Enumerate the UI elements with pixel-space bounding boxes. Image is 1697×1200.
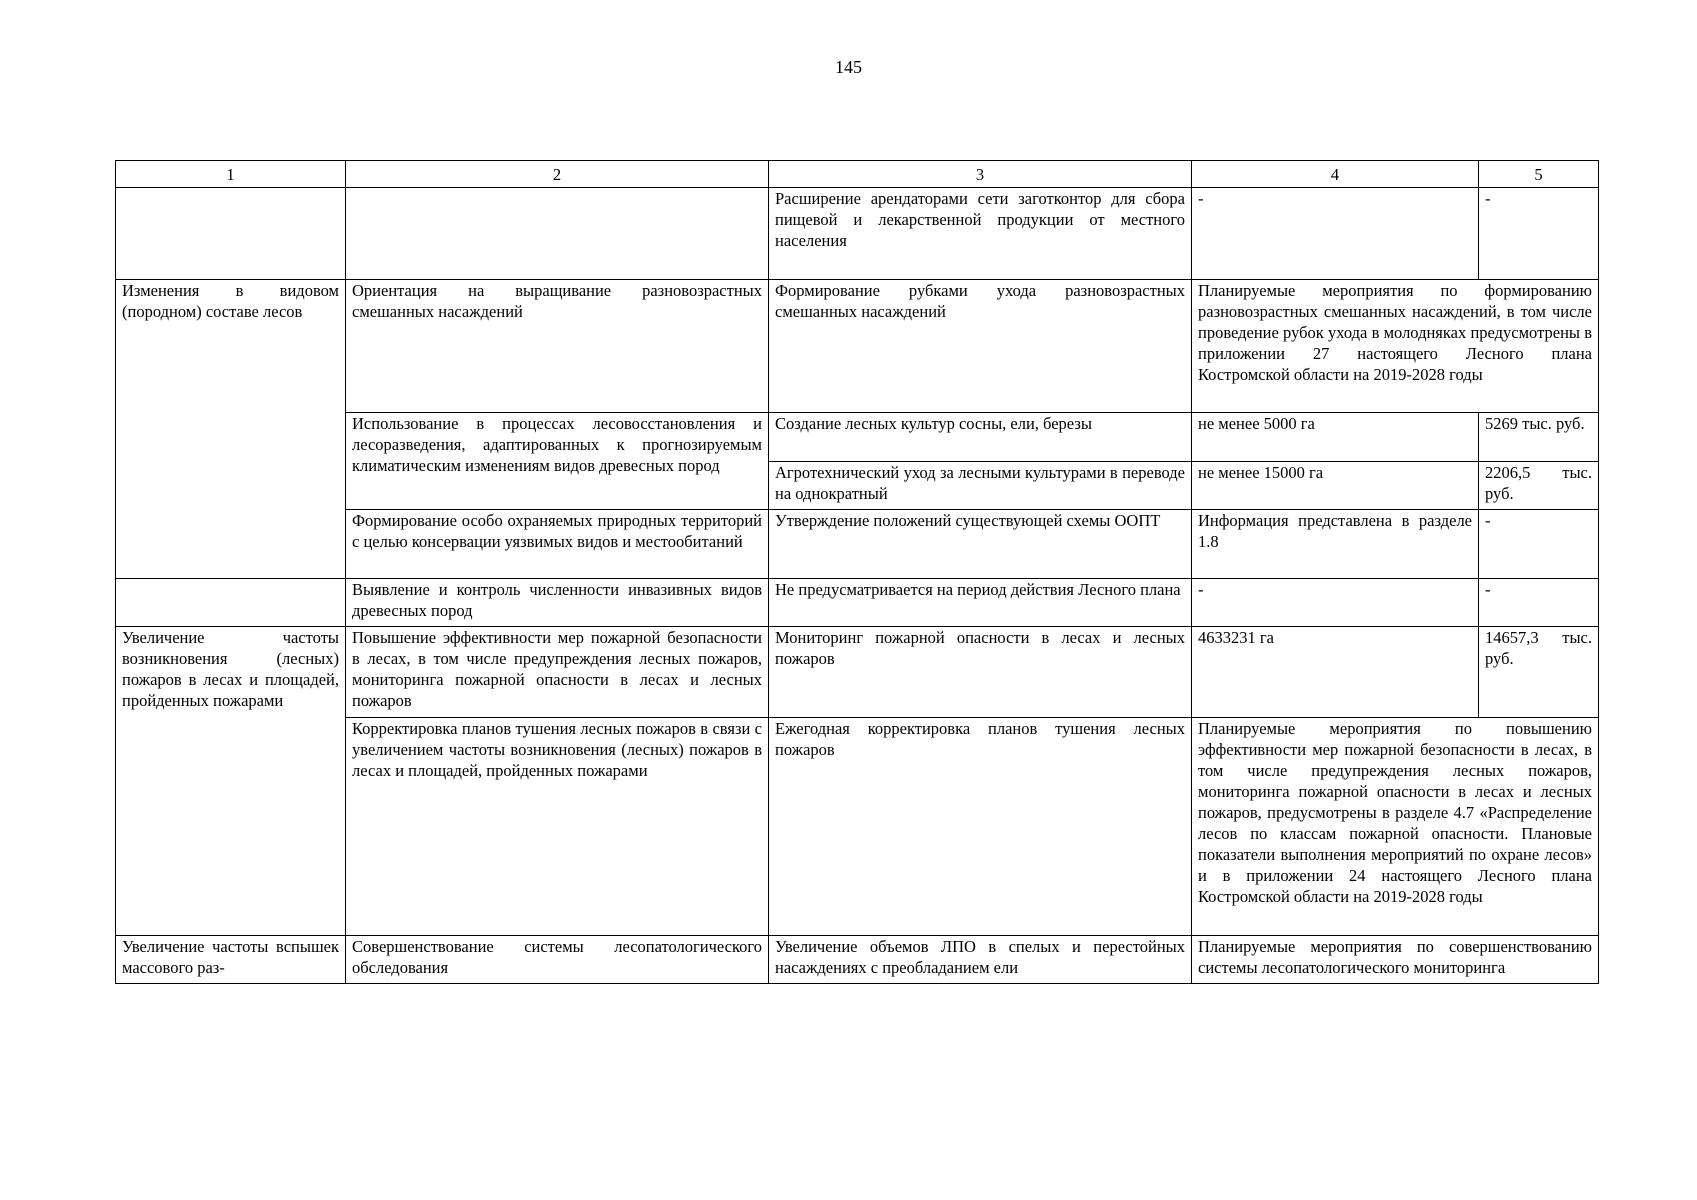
cell: Расширение арендаторами сети заготконтор для сбора пищевой и лекарственной продукции от местного населения bbox=[769, 188, 1192, 280]
cell: Формирование особо охраняемых природных территорий с целью консервации уязвимых видов и местообитаний bbox=[346, 510, 769, 579]
cell: Не предусматривается на период действия Лесного плана bbox=[769, 579, 1192, 627]
header-col-1: 1 bbox=[116, 161, 346, 188]
cell: 2206,5 тыс. руб. bbox=[1479, 462, 1599, 510]
table-row bbox=[116, 280, 1599, 413]
cell: Формирование рубками ухода разновозрастных смешанных насаждений bbox=[769, 280, 1192, 413]
cell: 5269 тыс. руб. bbox=[1479, 413, 1599, 462]
cell: Мониторинг пожарной опасности в лесах и лесных пожаров bbox=[769, 627, 1192, 718]
cell: Планируемые мероприятия по формированию разновозрастных смешанных насаждений, в том числе проведение рубок ухода в молодняках предусмотрены в приложении 27 настоящего Лесного плана Костромской области на 2019-2028 годы bbox=[1192, 280, 1599, 413]
cell: Изменения в видовом (породном) составе лесов bbox=[116, 280, 346, 579]
header-col-4: 4 bbox=[1192, 161, 1479, 188]
measures-table bbox=[115, 160, 1599, 984]
cell: не менее 5000 га bbox=[1192, 413, 1479, 462]
cell: - bbox=[1192, 579, 1479, 627]
cell: 14657,3 тыс. руб. bbox=[1479, 627, 1599, 718]
table-row bbox=[116, 627, 1599, 718]
page-number: 145 bbox=[835, 57, 862, 77]
cell: Выявление и контроль численности инвазивных видов древесных пород bbox=[346, 579, 769, 627]
cell: Совершенствование системы лесопатологического обследования bbox=[346, 936, 769, 984]
table-row bbox=[116, 188, 1599, 280]
cell: Агротехнический уход за лесными культурами в переводе на однократный bbox=[769, 462, 1192, 510]
cell: Повышение эффективности мер пожарной безопасности в лесах, в том числе предупреждения лесных пожаров, мониторинга пожарной опасности в лесах и лесных пожаров bbox=[346, 627, 769, 718]
cell: не менее 15000 га bbox=[1192, 462, 1479, 510]
cell: Увеличение частоты вспышек массового раз- bbox=[116, 936, 346, 984]
table-row bbox=[116, 936, 1599, 984]
table-row bbox=[116, 579, 1599, 627]
table-header-row bbox=[116, 161, 1599, 188]
cell bbox=[346, 188, 769, 280]
cell: - bbox=[1192, 188, 1479, 280]
header-col-5: 5 bbox=[1479, 161, 1599, 188]
cell: Информация представлена в разделе 1.8 bbox=[1192, 510, 1479, 579]
cell bbox=[116, 579, 346, 627]
header-col-3: 3 bbox=[769, 161, 1192, 188]
cell: Планируемые мероприятия по повышению эффективности мер пожарной безопасности в лесах, в том числе предупреждения лесных пожаров, мониторинга пожарной опасности в лесах и лесных пожаров, предусмотрены в разделе 4.7 «Распределение лесов по классам пожарной опасности. Плановые показатели выполнения мероприятий по охране лесов» и в приложении 24 настоящего Лесного плана Костромской области на 2019-2028 годы bbox=[1192, 718, 1599, 936]
cell: Планируемые мероприятия по совершенствованию системы лесопатологического мониторинга bbox=[1192, 936, 1599, 984]
header-col-2: 2 bbox=[346, 161, 769, 188]
cell: Увеличение частоты возникновения (лесных) пожаров в лесах и площадей, пройденных пожарами bbox=[116, 627, 346, 936]
cell: Создание лесных культур сосны, ели, березы bbox=[769, 413, 1192, 462]
cell: Корректировка планов тушения лесных пожаров в связи с увеличением частоты возникновения (лесных) пожаров в лесах и площадей, пройденных пожарами bbox=[346, 718, 769, 936]
cell: 4633231 га bbox=[1192, 627, 1479, 718]
cell: - bbox=[1479, 510, 1599, 579]
cell: - bbox=[1479, 579, 1599, 627]
cell bbox=[116, 188, 346, 280]
cell: Ориентация на выращивание разновозрастных смешанных насаждений bbox=[346, 280, 769, 413]
cell: Увеличение объемов ЛПО в спелых и перестойных насаждениях с преобладанием ели bbox=[769, 936, 1192, 984]
cell: Ежегодная корректировка планов тушения лесных пожаров bbox=[769, 718, 1192, 936]
cell: Утверждение положений существующей схемы ООПТ bbox=[769, 510, 1192, 579]
cell: - bbox=[1479, 188, 1599, 280]
cell: Использование в процессах лесовосстановления и лесоразведения, адаптированных к прогнозируемым климатическим изменениям видов древесных пород bbox=[346, 413, 769, 510]
